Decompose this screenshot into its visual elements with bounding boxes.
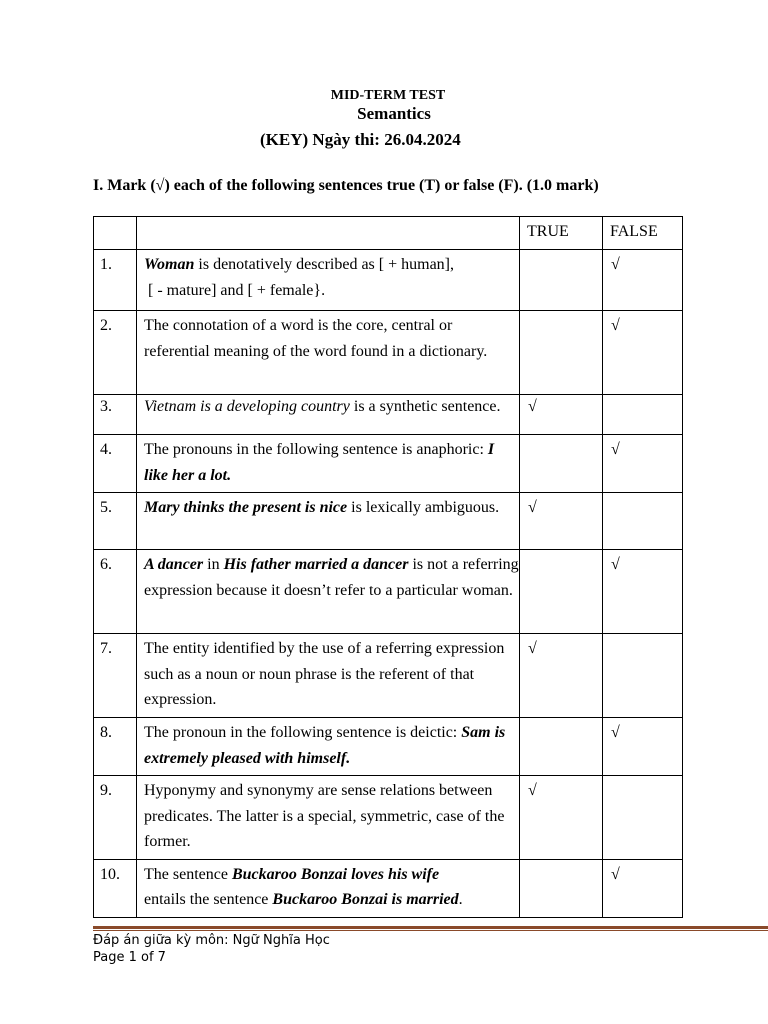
page-number: Page 1 of 7 [93,950,166,965]
false-cell [603,776,683,860]
statement-text: . [458,891,463,908]
statement-emphasis: A dancer [144,556,204,573]
statement [137,395,520,435]
table-row [94,718,683,776]
row-number: 2. [94,311,137,395]
check-mark: √ [528,782,537,799]
statement [137,550,520,634]
statement [137,859,520,917]
table-row [94,859,683,917]
true-cell [520,859,603,917]
check-mark: √ [611,441,620,458]
statement [137,493,520,550]
header-true: TRUE [520,217,603,250]
false-cell [603,250,683,311]
row-number: 5. [94,493,137,550]
statement-emphasis: Buckaroo Bonzai loves his wife [231,865,440,883]
statement-text: The sentence [144,865,232,883]
statement: The connotation of a word is the core, central or referential meaning of the word found in a dictionary. [137,311,520,395]
check-mark: √ [611,556,620,573]
row-number: 3. [94,395,137,435]
row-number: 9. [94,776,137,860]
row-number: 10. [94,859,137,917]
true-cell [520,311,603,395]
table-row [94,776,683,860]
false-cell [603,634,683,718]
table-row [94,311,683,395]
header-cell-statement [137,217,520,250]
check-mark: √ [611,724,620,741]
page-footer [93,932,330,966]
statement: The entity identified by the use of a referring expression such as a noun or noun phrase is the referent of that expression. [137,634,520,718]
false-cell [603,311,683,395]
check-mark: √ [611,317,620,334]
false-cell [603,395,683,435]
statement-text: [ - mature] and [ + female}. [148,281,326,299]
table-row [94,250,683,311]
table-row [94,493,683,550]
statement-text: is denotatively described as [ + human], [194,256,455,273]
false-cell [603,859,683,917]
check-mark: √ [528,499,537,516]
false-cell [603,550,683,634]
check-mark: √ [528,640,537,657]
true-cell [520,435,603,493]
statement-emphasis: Woman [144,256,195,273]
check-mark: √ [611,256,620,273]
statement-text: is lexically ambiguous. [347,499,500,516]
statement [137,250,520,311]
statement-emphasis: Sam is extremely pleased with himself. [144,724,506,767]
statement-text: The pronoun in the following sentence is deictic: [144,724,462,741]
section-heading: I. Mark (√) each of the following sentences true (T) or false (F). (1.0 mark) [93,177,599,194]
statement-emphasis: I like her a lot. [144,441,495,484]
check-mark: √ [528,398,537,415]
header-cell-number [94,217,137,250]
true-cell [520,493,603,550]
statement-text: entails the sentence [144,891,273,908]
row-number: 8. [94,718,137,776]
table-row [94,550,683,634]
true-cell [520,550,603,634]
statement: Hyponymy and synonymy are sense relations between predicates. The latter is a special, symmetric, case of the former. [137,776,520,860]
table-row [94,395,683,435]
true-cell [520,776,603,860]
table-header-row [94,217,683,250]
statement-emphasis: Mary thinks the present is nice [144,499,348,516]
true-cell [520,634,603,718]
exam-date: (KEY) Ngày thi: 26.04.2024 [260,130,461,149]
statement-emphasis: Buckaroo Bonzai is married [272,891,459,908]
statement-text: is a synthetic sentence. [349,398,501,415]
table-row [94,435,683,493]
statement-text: The pronouns in the following sentence is anaphoric: [144,441,488,458]
answer-key-table [93,216,683,918]
footer-divider [93,926,768,929]
check-mark: √ [611,865,620,883]
statement-emphasis: His father married a dancer [223,556,409,573]
footer-course: Đáp án giữa kỳ môn: Ngữ Nghĩa Học [93,933,330,948]
row-number: 7. [94,634,137,718]
test-title: MID-TERM TEST [330,88,446,103]
statement [137,718,520,776]
subject-title: Semantics [357,104,431,123]
table-row [94,634,683,718]
row-number: 6. [94,550,137,634]
true-cell [520,250,603,311]
header-false: FALSE [603,217,683,250]
statement-emphasis: Vietnam is a developing country [144,398,350,415]
false-cell [603,718,683,776]
row-number: 4. [94,435,137,493]
row-number: 1. [94,250,137,311]
statement-text: is not a referring expression because it doesn’t refer to a particular woman. [144,556,519,599]
statement-text: in [203,556,224,573]
footer-divider-thin [93,930,768,931]
true-cell [520,395,603,435]
statement [137,435,520,493]
false-cell [603,493,683,550]
true-cell [520,718,603,776]
false-cell [603,435,683,493]
